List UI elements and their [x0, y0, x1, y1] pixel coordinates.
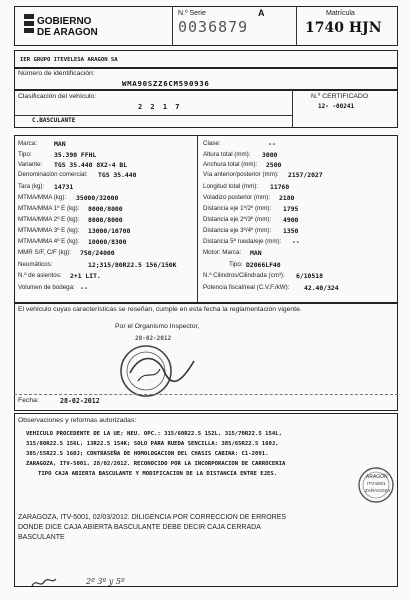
- spec-value-anchura: 2500: [266, 161, 282, 169]
- spec-value-quinta: --: [292, 238, 300, 246]
- stamp-line2: ITV-5001: [367, 481, 386, 486]
- observation-line-3: 385/55R22.5 160J; CONTRASEÑA DE HOMOLOGACION DEL CHASIS CABINA: C1-2091.: [26, 451, 269, 457]
- spec-label-eje23: Distancia eje 2º/3º (mm):: [203, 216, 272, 223]
- spec-label-potencia: Potencia fiscal/real (C.V.F./kW):: [203, 284, 290, 291]
- spec-label-altura: Altura total (mm):: [203, 151, 251, 158]
- spec-label-voladizo: Voladizo posterior (mm):: [203, 194, 271, 201]
- spec-label-eje12: Distancia eje 1º/2º (mm):: [203, 205, 272, 212]
- classification-code: 2 2 1 7: [138, 103, 182, 111]
- spec-label-mtma2: MTMA/MMA 2º E (kg):: [18, 216, 80, 223]
- spec-value-neumaticos: 12;315/80R22.5 156/150K: [88, 261, 177, 269]
- spec-label-asientos: N.º de asientos:: [18, 272, 62, 279]
- identification-label: Número de identificación:: [18, 70, 95, 77]
- observation-line-4: ZARAGOZA, ITV-5001, 28/02/2012. RECONOCIDO POR LA INCORPORACION DE CARROCERIA: [26, 461, 286, 467]
- spec-value-mtma3: 13000/10700: [88, 227, 131, 235]
- spec-value-variante: TGS 35.440 8X2-4 BL: [54, 161, 128, 169]
- fecha-label: Fecha:: [18, 397, 39, 404]
- owner-name: IER GRUPO ITEVELESA ARAGON SA: [20, 57, 118, 63]
- spec-label-mtma4: MTMA/MMA 4º E (kg):: [18, 238, 80, 245]
- spec-value-asientos: 2+1 LIT.: [70, 272, 101, 280]
- spec-label-tipo: Tipo:: [18, 151, 32, 158]
- spec-label-motor-tipo: Tipo:: [229, 261, 243, 268]
- spec-label-quinta: Distancia 5ª rueda/eje (mm):: [203, 238, 282, 245]
- spec-label-longitud: Longitud total (mm):: [203, 183, 259, 190]
- serie-label: N.º Serie: [178, 10, 206, 17]
- spec-label-via: Vía anterior/posterior (mm):: [203, 171, 279, 178]
- spec-value-tara: 14731: [54, 183, 74, 191]
- cert-value: 12- -00241: [318, 103, 355, 110]
- gov-line2: DE ARAGON: [37, 27, 98, 38]
- spec-value-tipo: 35.390 FFHL: [54, 151, 97, 159]
- gov-logo: [24, 14, 34, 36]
- spec-value-clase: --: [268, 140, 276, 148]
- spec-label-mmr: MMR S/F, C/F (kg):: [18, 249, 71, 256]
- handwritten-signature: [30, 576, 58, 590]
- spec-value-eje34: 1350: [283, 227, 299, 235]
- identification-value: WMA90SZZ6CM590936: [122, 79, 210, 88]
- cert-label: N.º CERTIFICADO: [311, 93, 369, 100]
- spec-value-mtma: 35000/32000: [76, 194, 119, 202]
- spec-value-eje23: 4900: [283, 216, 299, 224]
- spec-value-voladizo: 2180: [279, 194, 295, 202]
- spec-label-marca: Marca:: [18, 140, 37, 147]
- spec-label-mtma3: MTMA/MMA 3º E (kg):: [18, 227, 80, 234]
- gov-line1: GOBIERNO: [37, 16, 92, 27]
- diligencia-line-3: BASCULANTE: [18, 534, 65, 541]
- statement-text: El vehículo cuyas características se reseñan, cumple en esta fecha la reglamentación vigente.: [18, 306, 302, 313]
- spec-label-motor-marca: Motor: Marca:: [203, 249, 242, 256]
- spec-value-mtma1: 8000/8000: [88, 205, 123, 213]
- spec-label-tara: Tara (kg):: [18, 183, 45, 190]
- spec-label-mtma1: MTMA/MMA 1º E (kg):: [18, 205, 80, 212]
- spec-label-cilindros: N.º Cilindros/Cilindrada (cm³):: [203, 272, 285, 279]
- spec-value-cilindros: 6/10518: [296, 272, 323, 280]
- spec-label-mtma: MTMA/MMA (kg):: [18, 194, 67, 201]
- spec-value-mtma4: 10000/8300: [88, 238, 127, 246]
- spec-value-mmr: 750/24000: [80, 249, 115, 257]
- spec-label-variante: Variante:: [18, 161, 43, 168]
- observation-line-1: VEHICULO PROCEDENTE DE LA UE; NEU. OPC.: 315/60R22.5 152L, 315/70R22.5 154L,: [26, 431, 282, 437]
- handwritten-note: 2º 3º y 5º: [86, 577, 125, 586]
- spec-value-longitud: 11760: [270, 183, 290, 191]
- spec-value-eje12: 1795: [283, 205, 299, 213]
- inspector-signature-stamp: [112, 333, 200, 403]
- observations-box: [14, 413, 398, 587]
- spec-value-potencia: 42.40/324: [304, 284, 339, 292]
- spec-value-bodega: --: [80, 284, 88, 292]
- classification-label: Clasificación del vehículo:: [18, 93, 97, 100]
- diligencia-line-1: ZARAGOZA, ITV-5001, 02/03/2012. DILIGENCIA POR CORRECCION DE ERRORES: [18, 514, 287, 521]
- spec-label-clase: Clase:: [203, 140, 221, 147]
- observation-line-2: 315/80R22.5 156L, 13R22.5 154K; SOLO PARA RUEDA SENCILLA: 385/65R22.5 160J,: [26, 441, 279, 447]
- classification-type: C.BASCULANTE: [32, 117, 76, 124]
- matricula-label: Matrícula: [326, 10, 355, 17]
- diligencia-line-2: DONDE DICE CAJA ABIERTA BASCULANTE DEBE DECIR CAJA CERRADA: [18, 524, 261, 531]
- spec-value-motor-marca: MAN: [250, 249, 262, 257]
- fecha-value: 28-02-2012: [60, 397, 100, 405]
- observation-line-5: TIPO CAJA ABIERTA BASCULANTE Y MODIFICACION DE LA DISTANCIA ENTRE EJES.: [38, 471, 278, 477]
- itv-stamp: [356, 465, 398, 505]
- serie-number: 0036879: [178, 18, 249, 36]
- observations-label: Observaciones y reformas autorizadas:: [18, 417, 137, 424]
- spec-value-motor-tipo: D2066LF40: [246, 261, 281, 269]
- spec-label-bodega: Volumen de bodega:: [18, 284, 75, 291]
- spec-label-eje34: Distancia eje 3º/4º (mm):: [203, 227, 272, 234]
- stamp-line3: ZARAGOZA: [365, 488, 391, 493]
- serie-letter: A: [258, 8, 265, 18]
- spec-label-neumaticos: Neumáticos:: [18, 261, 53, 268]
- sign-date: 28-02-2012: [135, 335, 172, 342]
- spec-value-via: 2157/2027: [288, 171, 323, 179]
- stamp-line1: ARAGON: [366, 474, 388, 480]
- spec-value-mtma2: 8000/8000: [88, 216, 123, 224]
- spec-label-denominacion: Denominación comercial:: [18, 171, 88, 178]
- matricula-value: 1740 HJN: [305, 20, 382, 36]
- inspector-label: Por el Organismo Inspector,: [115, 323, 200, 330]
- spec-value-marca: MAN: [54, 140, 66, 148]
- spec-value-denominacion: TGS 35.440: [98, 171, 137, 179]
- spec-value-altura: 3000: [262, 151, 278, 159]
- spec-label-anchura: Anchura total (mm):: [203, 161, 258, 168]
